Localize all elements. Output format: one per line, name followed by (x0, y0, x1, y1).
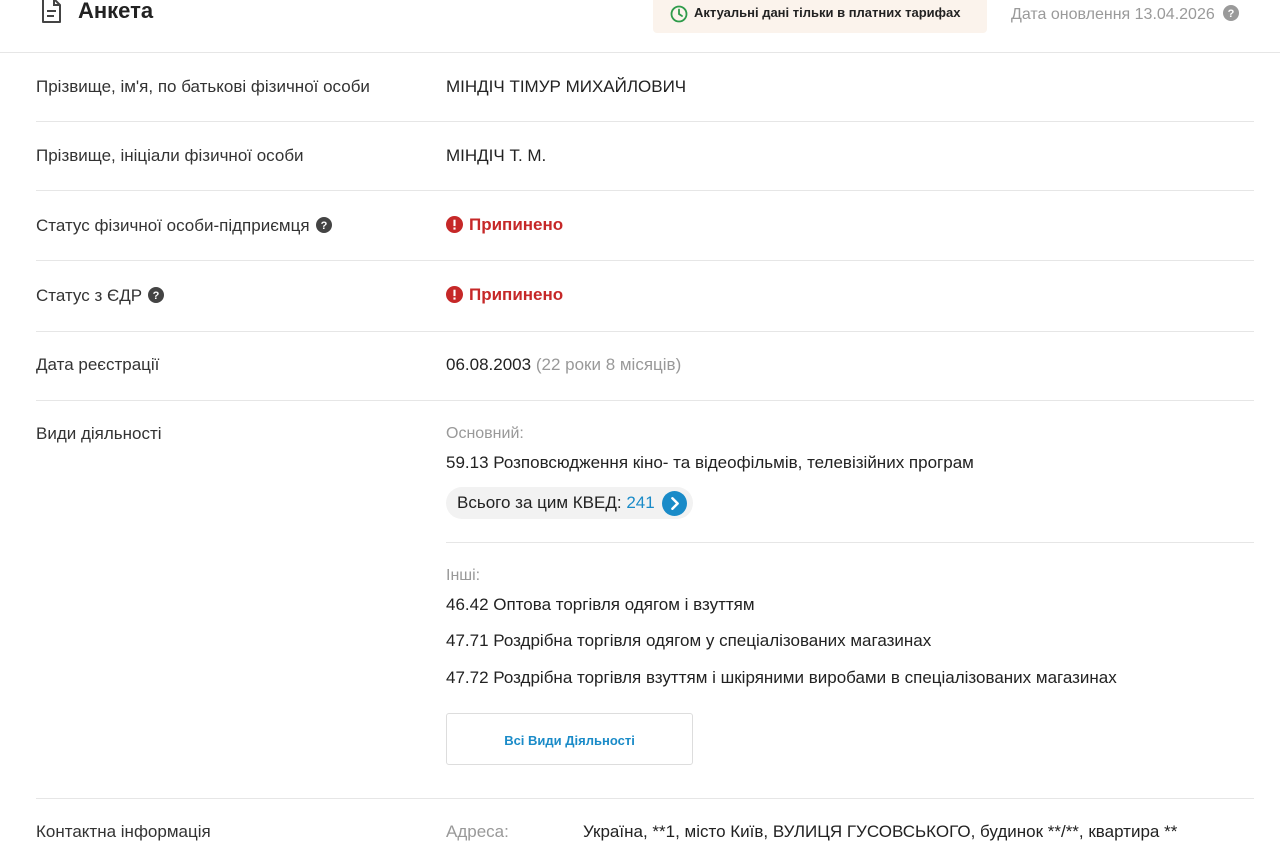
row-contact-info (36, 799, 1254, 858)
header-bar (0, 0, 1280, 53)
other-activity-item: 46.42 Оптова торгівля одягом і взуттям (446, 595, 755, 614)
initials-label: Прізвище, ініціали фізичної особи (36, 146, 304, 165)
main-activity-heading: Основний: (446, 425, 524, 442)
kved-total-badge[interactable] (446, 487, 693, 519)
paid-tariff-banner[interactable] (653, 0, 987, 33)
main-activity-item: 59.13 Розповсюдження кіно- та відеофільмів, телевізійних програм (446, 453, 974, 472)
document-icon (40, 0, 62, 24)
fop-status-label-wrap (36, 216, 332, 236)
svg-text:?: ? (152, 290, 160, 303)
update-date (1011, 6, 1239, 24)
other-activities-heading: Інші: (446, 567, 481, 584)
row-activities (36, 401, 1254, 799)
svg-text:?: ? (320, 220, 327, 233)
row-fop-status (36, 191, 1254, 261)
initials-value: МІНДІЧ Т. М. (446, 146, 547, 165)
help-icon[interactable] (316, 217, 332, 233)
full-name-label: Прізвище, ім'я, по батькові фізичної особи (36, 77, 370, 96)
row-full-name (36, 53, 1254, 122)
other-activity-item: 47.72 Роздрібна торгівля взуттям і шкіряними виробами в спеціалізованих магазинах (446, 668, 1117, 687)
svg-text:?: ? (1227, 8, 1235, 21)
address-label: Адреса: (446, 822, 509, 841)
alert-icon (446, 286, 463, 303)
activities-divider (446, 542, 1254, 543)
row-registration-date (36, 332, 1254, 401)
clock-refresh-icon (670, 5, 688, 23)
other-activity-item: 47.71 Роздрібна торгівля одягом у спеціалізованих магазинах (446, 631, 932, 650)
edr-status-value (446, 285, 563, 305)
alert-icon (446, 216, 463, 233)
help-icon[interactable] (1223, 5, 1239, 21)
reg-date-value-wrap (446, 355, 681, 375)
row-initials (36, 122, 1254, 191)
all-activities-button[interactable]: Всі Види Діяльності (446, 713, 693, 765)
contact-label: Контактна інформація (36, 822, 211, 841)
kved-total-label: Всього за цим КВЕД: (457, 493, 622, 512)
chevron-right-icon (662, 491, 687, 516)
address-value: Україна, **1, місто Київ, ВУЛИЦЯ ГУСОВСЬКОГО, будинок **/**, квартира ** (583, 822, 1178, 841)
edr-status-text: Припинено (469, 285, 564, 304)
edr-status-label-wrap (36, 286, 164, 306)
page-title: Анкета (78, 0, 154, 23)
fop-status-value (446, 215, 563, 235)
kved-total-count: 241 (626, 493, 655, 512)
full-name-value: МІНДІЧ ТІМУР МИХАЙЛОВИЧ (446, 77, 687, 96)
help-icon[interactable] (148, 287, 164, 303)
reg-date-value: 06.08.2003 (446, 355, 532, 374)
row-edr-status (36, 261, 1254, 332)
promo-text: Актуальні дані тільки в платних тарифах (694, 5, 961, 20)
reg-date-duration: (22 роки 8 місяців) (535, 355, 682, 374)
fop-status-text: Припинено (469, 215, 564, 234)
reg-date-label: Дата реєстрації (36, 355, 160, 374)
activities-label: Види діяльності (36, 424, 162, 443)
edr-status-label: Статус з ЄДР (36, 286, 143, 305)
fop-status-label: Статус фізичної особи-підприємця (36, 216, 310, 235)
update-date-label: Дата оновлення 13.04.2026 (1011, 6, 1215, 23)
